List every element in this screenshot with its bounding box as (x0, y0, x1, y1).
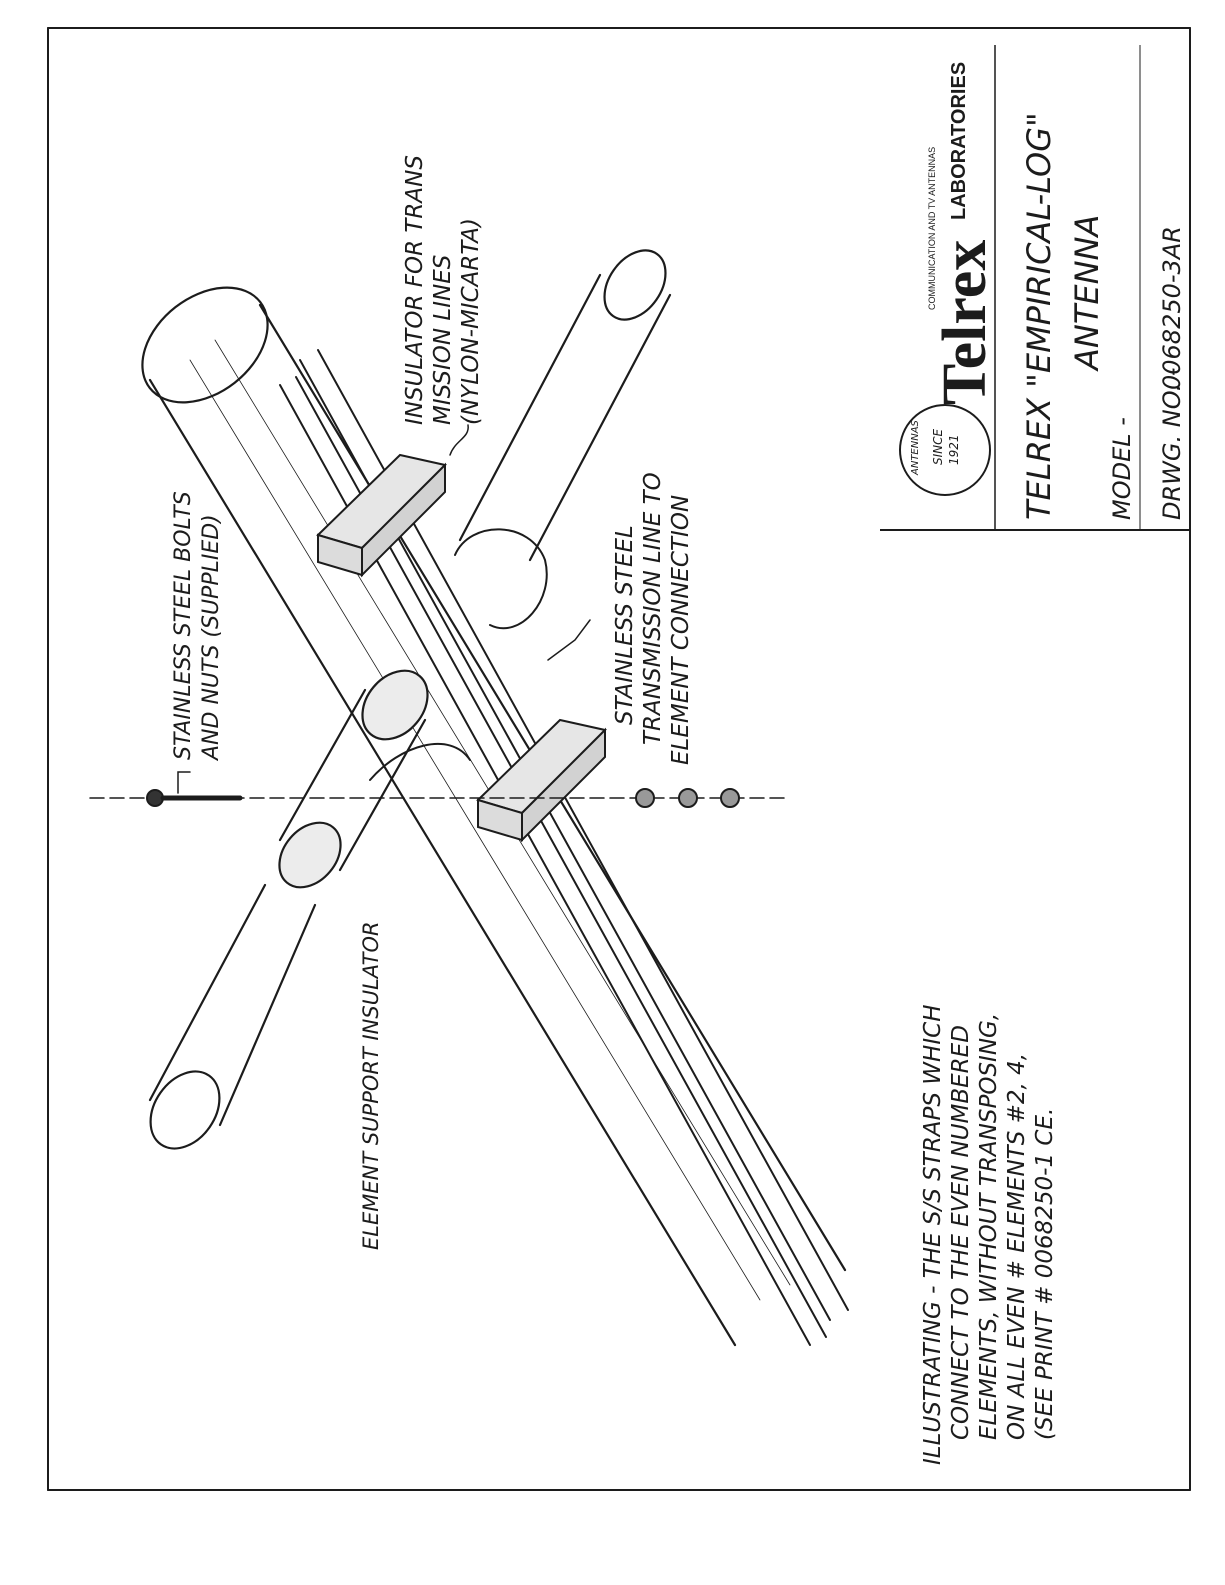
nuts-icon (636, 789, 739, 807)
strap-label-3: ELEMENT CONNECTION (668, 494, 694, 765)
title-line-2: ANTENNA (1068, 214, 1106, 370)
bolt-icon (147, 790, 240, 806)
header-small: COMMUNICATION AND TV ANTENNAS (927, 146, 937, 310)
element-tube-left (136, 885, 315, 1162)
note-line-1: ILLUSTRATING - THE S/S STRAPS WHICH (920, 1004, 946, 1465)
seal-line-2: SINCE (931, 428, 945, 465)
company-suffix: LABORATORIES (948, 61, 970, 220)
company-seal (900, 405, 990, 495)
note-line-2: CONNECT TO THE EVEN NUMBERED (948, 1025, 974, 1440)
title-block (880, 45, 1190, 530)
note-block (920, 1005, 1058, 1465)
model-label: MODEL - (1108, 417, 1136, 520)
bolts-label-1: STAINLESS STEEL BOLTS (171, 491, 196, 760)
seal-line-1: ANTENNAS (910, 420, 921, 475)
support-insulator-label: ELEMENT SUPPORT INSULATOR (359, 921, 383, 1250)
insulator-label-2: MISSION LINES (430, 254, 456, 425)
insulator-block-upper (318, 455, 445, 575)
strap-label-2: TRANSMISSION LINE TO (640, 472, 666, 745)
drawing-number-value: 0068250-3AR (1158, 226, 1186, 390)
support-insulator (267, 658, 441, 899)
insulator-label-1: INSULATOR FOR TRANS (402, 155, 428, 425)
company-brand: Telrex (931, 239, 999, 405)
strap-label-1: STAINLESS STEEL (612, 525, 638, 725)
title-line-1: TELREX "EMPIRICAL-LOG" (1020, 112, 1058, 520)
bolts-label-2: AND NUTS (SUPPLIED) (199, 514, 224, 760)
drawing-number-label: DRWG. NO. - (1158, 367, 1186, 520)
insulator-label-3: (NYLON-MICARTA) (458, 218, 484, 425)
note-line-5: (SEE PRINT # 0068250-1 CE. (1032, 1107, 1058, 1440)
seal-line-3: 1921 (947, 434, 961, 465)
stainless-strap (370, 529, 547, 780)
note-line-3: ELEMENTS, WITHOUT TRANSPOSING, (976, 1012, 1002, 1440)
note-line-4: ON ALL EVEN # ELEMENTS #2, 4, (1004, 1052, 1030, 1440)
